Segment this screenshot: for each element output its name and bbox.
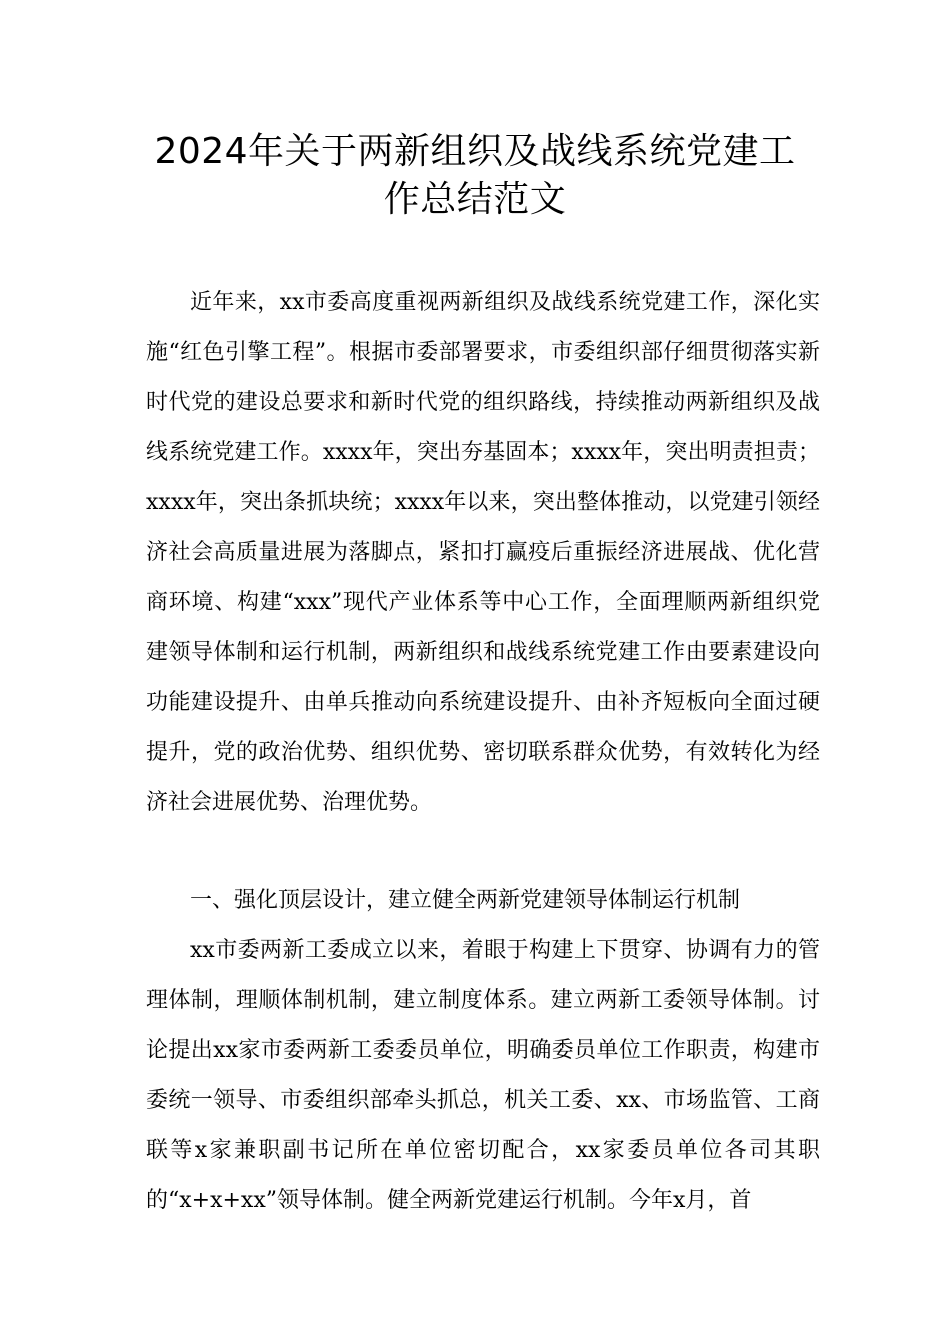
section-1-paragraph: xx市委两新工委成立以来，着眼于构建上下贯穿、协调有力的管理体制，理顺体制机制，建立制度体系。建立两新工委领导体制。讨论提出xx家市委两新工委委员单位，明确委员单位工作职责，构建市委统一领导、市委组织部牵头抓总，机关工委、xx、市场监管、工商联等x家兼职副书记所在单位密切配合，xx家委员单位各司其职的“x+x+xx”领导体制。健全两新党建运行机制。今年x月，首 bbox=[146, 938, 820, 1213]
title-line-2: 作总结范文 bbox=[383, 179, 567, 220]
section-heading-1: 一、强化顶层设计，建立健全两新党建领导体制运行机制 bbox=[190, 888, 741, 913]
title-line-1: 2024年关于两新组织及战线系统党建工 bbox=[154, 131, 796, 172]
document-title bbox=[100, 128, 850, 224]
document-body bbox=[146, 278, 820, 1226]
intro-paragraph: 近年来，xx市委高度重视两新组织及战线系统党建工作，深化实施“红色引擎工程”。根据市委部署要求，市委组织部仔细贯彻落实新时代党的建设总要求和新时代党的组织路线，持续推动两新组织及战线系统党建工作。xxxx年，突出夯基固本；xxxx年，突出明责担责；xxxx年，突出条抓块统；xxxx年以来，突出整体推动，以党建引领经济社会高质量进展为落脚点，紧扣打赢疫后重振经济进展战、优化营商环境、构建“xxx”现代产业体系等中心工作，全面理顺两新组织党建领导体制和运行机制，两新组织和战线系统党建工作由要素建设向功能建设提升、由单兵推动向系统建设提升、由补齐短板向全面过硬提升，党的政治优势、组织优势、密切联系群众优势，有效转化为经济社会进展优势、治理优势。 bbox=[146, 290, 820, 815]
